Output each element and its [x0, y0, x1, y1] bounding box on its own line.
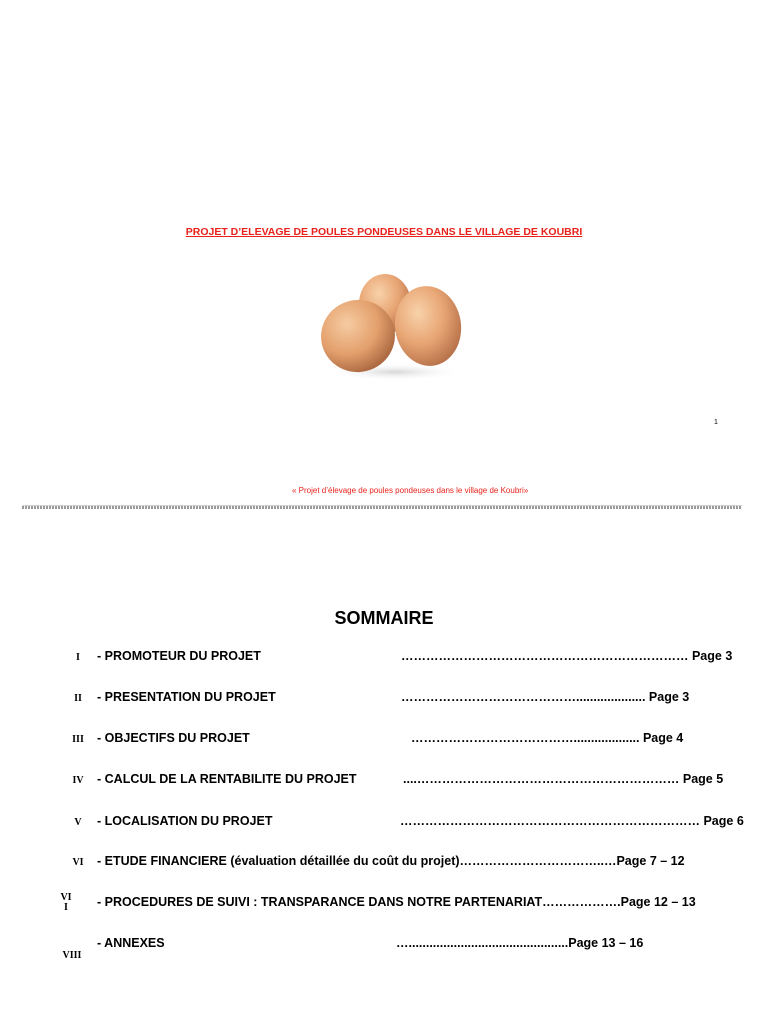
toc-label: - PROCEDURES DE SUIVI : TRANSPARANCE DANS NOTRE PARTENARIAT……………….Page 12 – 13 [97, 895, 696, 909]
toc-row [0, 731, 768, 753]
toc-leader: …………………………………................... Page 4 [411, 731, 684, 745]
toc-row [0, 936, 768, 958]
eggs-photo [310, 268, 470, 383]
toc-label: - PROMOTEUR DU PROJET [97, 649, 261, 663]
toc-row [0, 649, 768, 671]
toc-label: - PRESENTATION DU PROJET [97, 690, 276, 704]
page-divider [22, 505, 742, 509]
toc-num: I [76, 652, 80, 663]
running-footer-title: « Projet d’élevage de poules pondeuses dans le village de Koubri» [292, 486, 529, 495]
toc-num: IV [72, 775, 84, 786]
project-title: PROJET D’ELEVAGE DE POULES PONDEUSES DANS LE VILLAGE DE KOUBRI [185, 226, 583, 238]
toc-leader: ....……………………………………………………… Page 5 [403, 772, 724, 786]
toc-num: II [74, 693, 82, 704]
toc-leader: …………………………………….................... Page 3 [401, 690, 690, 704]
toc-num: V [74, 817, 82, 828]
toc-num: III [72, 734, 84, 745]
toc-label: - ETUDE FINANCIERE (évaluation détaillée du coût du projet)……………………………..…Page 7 – 12 [97, 854, 685, 868]
toc-label: - CALCUL DE LA RENTABILITE DU PROJET [97, 772, 357, 786]
toc-leader: ……………………………………………………………… Page 6 [400, 814, 744, 828]
toc-num: VI [72, 857, 84, 868]
toc-num: VI I [60, 892, 72, 913]
toc-label: - LOCALISATION DU PROJET [97, 814, 273, 828]
toc-row [0, 814, 768, 836]
page-number: 1 [714, 419, 718, 426]
toc-row [0, 854, 768, 876]
toc-label: - OBJECTIFS DU PROJET [97, 731, 250, 745]
toc-leader: …………………………………………………………… Page 3 [401, 649, 733, 663]
toc-row [0, 772, 768, 794]
toc-leader: …..............................................Page 13 – 16 [396, 936, 644, 950]
toc-row [0, 892, 768, 917]
toc-row [0, 690, 768, 712]
toc-heading: SOMMAIRE [334, 608, 434, 628]
toc-label: - ANNEXES [97, 936, 165, 950]
toc-num-viii: VIII [62, 950, 82, 961]
